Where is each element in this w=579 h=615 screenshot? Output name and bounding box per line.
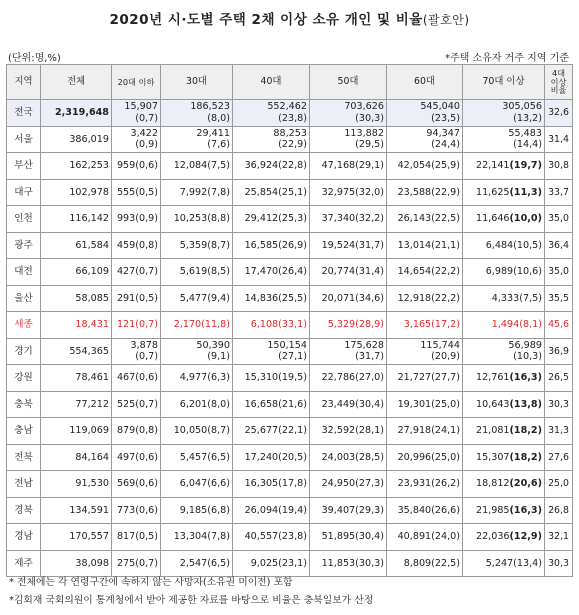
cell-a30: 5,359(8,7) bbox=[161, 232, 233, 259]
cell-region: 세종 bbox=[7, 312, 41, 339]
cell-a40: 26,094(19,4) bbox=[233, 497, 310, 524]
cell-a30-count: 50,390 bbox=[196, 339, 230, 351]
cell-a50 bbox=[310, 338, 387, 365]
cell-a50: 5,329(28,9) bbox=[310, 312, 387, 339]
table-row bbox=[7, 338, 573, 365]
cell-total: 61,584 bbox=[41, 232, 112, 259]
cell-a50-share: (30,3) bbox=[355, 112, 384, 124]
title-paren: (괄호안) bbox=[422, 13, 470, 27]
cell-a60: 20,996(25,0) bbox=[387, 444, 463, 471]
cell-a70: 6,484(10,5) bbox=[463, 232, 545, 259]
table-row bbox=[7, 497, 573, 524]
cell-a70-share: (10,0) bbox=[509, 213, 542, 224]
cell-region: 대전 bbox=[7, 259, 41, 286]
basis-note: *주택 소유자 거주 지역 기준 bbox=[445, 53, 569, 64]
cell-a20: 275(0,7) bbox=[112, 550, 161, 577]
cell-total: 119,069 bbox=[41, 418, 112, 445]
table-row bbox=[7, 126, 573, 153]
cell-region: 울산 bbox=[7, 285, 41, 312]
cell-a70: 6,989(10,6) bbox=[463, 259, 545, 286]
cell-a40-share: (22,9) bbox=[278, 139, 307, 151]
cell-a50: 11,853(30,3) bbox=[310, 550, 387, 577]
cell-a70: 5,247(13,4) bbox=[463, 550, 545, 577]
cell-ratio: 30,8 bbox=[545, 153, 573, 180]
cell-total: 38,098 bbox=[41, 550, 112, 577]
cell-region: 제주 bbox=[7, 550, 41, 577]
cell-a40: 40,557(23,8) bbox=[233, 524, 310, 551]
cell-a30-share: (7,6) bbox=[207, 139, 230, 151]
cell-ratio: 26,5 bbox=[545, 365, 573, 392]
cell-a30: 7,992(7,8) bbox=[161, 179, 233, 206]
cell-total: 18,431 bbox=[41, 312, 112, 339]
cell-a20-share: (0,7) bbox=[135, 112, 158, 124]
cell-total: 78,461 bbox=[41, 365, 112, 392]
table-row bbox=[7, 179, 573, 206]
cell-a60 bbox=[387, 126, 463, 153]
cell-a30: 2,170(11,8) bbox=[161, 312, 233, 339]
cell-a60-share: (23,5) bbox=[431, 112, 460, 124]
cell-a70 bbox=[463, 126, 545, 153]
cell-a60-share: (24,4) bbox=[431, 139, 460, 151]
cell-a20-count: 3,422 bbox=[130, 127, 158, 139]
cell-a70-share: (18,2) bbox=[509, 451, 542, 463]
cell-a60 bbox=[387, 100, 463, 127]
cell-a60: 27,918(24,1) bbox=[387, 418, 463, 445]
cell-region: 경기 bbox=[7, 338, 41, 365]
header-age60: 60대 bbox=[387, 65, 463, 100]
cell-a30: 12,084(7,5) bbox=[161, 153, 233, 180]
cell-a60: 14,654(22,2) bbox=[387, 259, 463, 286]
cell-a30-share: (8,0) bbox=[207, 112, 230, 124]
cell-a40-count: 150,154 bbox=[267, 339, 307, 351]
cell-region: 전북 bbox=[7, 444, 41, 471]
cell-a60 bbox=[387, 338, 463, 365]
cell-a60: 21,727(27,7) bbox=[387, 365, 463, 392]
footnote-1: * 전체에는 각 연령구간에 속하지 않는 사망자(소유권 미이전) 포함 bbox=[9, 577, 293, 588]
cell-a40 bbox=[233, 338, 310, 365]
cell-a40-count: 552,462 bbox=[267, 101, 307, 113]
cell-a70 bbox=[463, 391, 545, 418]
cell-a50: 32,592(28,1) bbox=[310, 418, 387, 445]
cell-total: 84,164 bbox=[41, 444, 112, 471]
table-row bbox=[7, 391, 573, 418]
cell-a20-count: 15,907 bbox=[124, 101, 158, 113]
table-row bbox=[7, 153, 573, 180]
cell-region: 충남 bbox=[7, 418, 41, 445]
cell-a30: 2,547(6,5) bbox=[161, 550, 233, 577]
cell-ratio: 45,6 bbox=[545, 312, 573, 339]
cell-a20: 121(0,7) bbox=[112, 312, 161, 339]
cell-ratio: 32,6 bbox=[545, 100, 573, 127]
cell-ratio: 35,0 bbox=[545, 259, 573, 286]
cell-region: 인천 bbox=[7, 206, 41, 233]
cell-total: 170,557 bbox=[41, 524, 112, 551]
cell-a20: 879(0,8) bbox=[112, 418, 161, 445]
header-ratio bbox=[545, 65, 573, 100]
cell-a20-share: (0,7) bbox=[135, 351, 158, 363]
cell-a50: 32,975(32,0) bbox=[310, 179, 387, 206]
cell-a70-count: 305,056 bbox=[502, 101, 542, 113]
table-row bbox=[7, 550, 573, 577]
cell-a70 bbox=[463, 365, 545, 392]
cell-total: 162,253 bbox=[41, 153, 112, 180]
cell-a30: 6,201(8,0) bbox=[161, 391, 233, 418]
cell-a20: 817(0,5) bbox=[112, 524, 161, 551]
cell-a50: 37,340(32,2) bbox=[310, 206, 387, 233]
cell-region: 전국 bbox=[7, 100, 41, 127]
cell-a50: 23,449(30,4) bbox=[310, 391, 387, 418]
homeowner-table bbox=[6, 64, 573, 577]
cell-a20 bbox=[112, 126, 161, 153]
cell-a60-count: 545,040 bbox=[420, 101, 460, 113]
cell-a40: 14,836(25,5) bbox=[233, 285, 310, 312]
cell-a60: 19,301(25,0) bbox=[387, 391, 463, 418]
cell-a20-share: (0,9) bbox=[135, 139, 158, 151]
cell-a70-count: 22,141 bbox=[475, 160, 510, 171]
cell-a70-share: (13,8) bbox=[509, 398, 542, 410]
cell-a50-share: (31,7) bbox=[355, 351, 384, 363]
cell-a20 bbox=[112, 338, 161, 365]
cell-a60: 26,143(22,5) bbox=[387, 206, 463, 233]
cell-a60: 35,840(26,6) bbox=[387, 497, 463, 524]
cell-a70-share: (16,3) bbox=[509, 504, 542, 516]
cell-a70: 4,333(7,5) bbox=[463, 285, 545, 312]
cell-a50-count: 113,882 bbox=[344, 127, 384, 139]
cell-a30 bbox=[161, 100, 233, 127]
cell-a30-count: 29,411 bbox=[196, 127, 230, 139]
cell-a70-share: (11,3) bbox=[509, 186, 542, 198]
cell-a50: 24,950(27,3) bbox=[310, 471, 387, 498]
cell-a70-share: (12,9) bbox=[509, 531, 542, 542]
cell-a50-count: 703,626 bbox=[344, 101, 384, 113]
cell-a70-share: (10,3) bbox=[513, 351, 542, 363]
table-row bbox=[7, 365, 573, 392]
cell-a40: 16,305(17,8) bbox=[233, 471, 310, 498]
cell-a40-count: 88,253 bbox=[273, 127, 307, 139]
cell-a20: 569(0,6) bbox=[112, 471, 161, 498]
cell-region: 대구 bbox=[7, 179, 41, 206]
cell-ratio: 30,3 bbox=[545, 391, 573, 418]
cell-a50: 20,071(34,6) bbox=[310, 285, 387, 312]
cell-ratio: 31,3 bbox=[545, 418, 573, 445]
cell-ratio: 32,1 bbox=[545, 524, 573, 551]
cell-ratio: 25,0 bbox=[545, 471, 573, 498]
cell-a70-share: (13,2) bbox=[513, 112, 542, 124]
cell-total: 58,085 bbox=[41, 285, 112, 312]
cell-a30: 10,050(8,7) bbox=[161, 418, 233, 445]
cell-a40: 16,585(26,9) bbox=[233, 232, 310, 259]
cell-region: 경북 bbox=[7, 497, 41, 524]
cell-a40-share: (23,8) bbox=[278, 112, 307, 124]
cell-ratio: 26,8 bbox=[545, 497, 573, 524]
table-row bbox=[7, 524, 573, 551]
cell-a50: 20,774(31,4) bbox=[310, 259, 387, 286]
cell-a70-share: (16,3) bbox=[509, 372, 542, 383]
cell-a70-count: 11,625 bbox=[475, 186, 510, 198]
title-main: 2020년 시·도별 주택 2채 이상 소유 개인 및 비율 bbox=[109, 12, 423, 28]
cell-total: 2,319,648 bbox=[41, 100, 112, 127]
cell-a40-share: (27,1) bbox=[278, 351, 307, 363]
header-ratio-line2: 이상 bbox=[550, 76, 567, 87]
cell-ratio: 35,0 bbox=[545, 206, 573, 233]
cell-a70 bbox=[463, 524, 545, 551]
cell-a50-count: 175,628 bbox=[344, 339, 384, 351]
cell-a70-share: (20,6) bbox=[509, 478, 542, 489]
cell-a20: 467(0,6) bbox=[112, 365, 161, 392]
cell-a30 bbox=[161, 126, 233, 153]
cell-a30 bbox=[161, 338, 233, 365]
cell-a70 bbox=[463, 444, 545, 471]
cell-a70 bbox=[463, 471, 545, 498]
cell-a30: 13,304(7,8) bbox=[161, 524, 233, 551]
cell-a40: 36,924(22,8) bbox=[233, 153, 310, 180]
cell-a30: 9,185(6,8) bbox=[161, 497, 233, 524]
cell-a60: 40,891(24,0) bbox=[387, 524, 463, 551]
table-row bbox=[7, 232, 573, 259]
cell-a30: 5,477(9,4) bbox=[161, 285, 233, 312]
cell-a60-share: (20,9) bbox=[431, 351, 460, 363]
table-row bbox=[7, 100, 573, 127]
header-age20: 20대 이하 bbox=[112, 65, 161, 100]
cell-a60: 23,588(22,9) bbox=[387, 179, 463, 206]
cell-a20: 459(0,8) bbox=[112, 232, 161, 259]
table-row bbox=[7, 444, 573, 471]
cell-a50: 22,786(27,0) bbox=[310, 365, 387, 392]
cell-a60: 23,931(26,2) bbox=[387, 471, 463, 498]
cell-a60-count: 94,347 bbox=[426, 127, 460, 139]
header-ratio-line1: 4대 bbox=[551, 68, 566, 79]
unit-label: (단위:명,%) bbox=[8, 53, 61, 64]
cell-a20: 555(0,5) bbox=[112, 179, 161, 206]
cell-a70-count: 55,483 bbox=[508, 127, 542, 139]
cell-a20: 525(0,7) bbox=[112, 391, 161, 418]
cell-a30: 6,047(6,6) bbox=[161, 471, 233, 498]
cell-a70 bbox=[463, 497, 545, 524]
cell-total: 66,109 bbox=[41, 259, 112, 286]
cell-a40: 6,108(33,1) bbox=[233, 312, 310, 339]
cell-a20: 959(0,6) bbox=[112, 153, 161, 180]
header-age40: 40대 bbox=[233, 65, 310, 100]
cell-a70-share: (14,4) bbox=[513, 139, 542, 151]
footnote-2: *김회재 국회의원이 통계청에서 받아 제공한 자료를 바탕으로 비율은 충북일보가 산정 bbox=[9, 595, 374, 606]
cell-a40: 25,854(25,1) bbox=[233, 179, 310, 206]
table-row bbox=[7, 418, 573, 445]
cell-a50: 24,003(28,5) bbox=[310, 444, 387, 471]
cell-total: 77,212 bbox=[41, 391, 112, 418]
header-age30: 30대 bbox=[161, 65, 233, 100]
cell-a70-count: 18,812 bbox=[475, 478, 510, 489]
cell-a70-count: 22,036 bbox=[475, 531, 510, 542]
cell-a70 bbox=[463, 179, 545, 206]
cell-a20: 773(0,6) bbox=[112, 497, 161, 524]
cell-a30: 10,253(8,8) bbox=[161, 206, 233, 233]
cell-a60: 13,014(21,1) bbox=[387, 232, 463, 259]
cell-total: 554,365 bbox=[41, 338, 112, 365]
cell-a70: 1,494(8,1) bbox=[463, 312, 545, 339]
cell-region: 부산 bbox=[7, 153, 41, 180]
cell-a40: 29,412(25,3) bbox=[233, 206, 310, 233]
cell-a40: 15,310(19,5) bbox=[233, 365, 310, 392]
cell-a50 bbox=[310, 100, 387, 127]
table-row bbox=[7, 285, 573, 312]
cell-ratio: 36,9 bbox=[545, 338, 573, 365]
cell-a20-count: 3,878 bbox=[130, 339, 158, 351]
header-age50: 50대 bbox=[310, 65, 387, 100]
cell-a70-count: 21,081 bbox=[475, 425, 510, 436]
header-region: 지역 bbox=[7, 65, 41, 100]
cell-a60: 3,165(17,2) bbox=[387, 312, 463, 339]
cell-ratio: 31,4 bbox=[545, 126, 573, 153]
cell-a20: 291(0,5) bbox=[112, 285, 161, 312]
cell-a40: 25,677(22,1) bbox=[233, 418, 310, 445]
header-row bbox=[7, 65, 573, 100]
cell-a30-share: (9,1) bbox=[207, 351, 230, 363]
header-total: 전체 bbox=[41, 65, 112, 100]
cell-ratio: 30,3 bbox=[545, 550, 573, 577]
cell-a70 bbox=[463, 418, 545, 445]
cell-a70 bbox=[463, 100, 545, 127]
cell-a70 bbox=[463, 206, 545, 233]
cell-ratio: 27,6 bbox=[545, 444, 573, 471]
cell-a30: 4,977(6,3) bbox=[161, 365, 233, 392]
cell-a60: 42,054(25,9) bbox=[387, 153, 463, 180]
cell-a40: 16,658(21,6) bbox=[233, 391, 310, 418]
cell-a20 bbox=[112, 100, 161, 127]
table-row bbox=[7, 206, 573, 233]
cell-a20: 993(0,9) bbox=[112, 206, 161, 233]
cell-total: 134,591 bbox=[41, 497, 112, 524]
cell-total: 91,530 bbox=[41, 471, 112, 498]
cell-a60-count: 115,744 bbox=[420, 339, 460, 351]
cell-a20: 497(0,6) bbox=[112, 444, 161, 471]
table-row bbox=[7, 259, 573, 286]
header-ratio-line3: 비율 bbox=[550, 85, 567, 96]
cell-a40 bbox=[233, 126, 310, 153]
table-row bbox=[7, 471, 573, 498]
cell-a70-count: 56,989 bbox=[508, 339, 542, 351]
cell-a70-share: (19,7) bbox=[509, 160, 542, 171]
cell-a50: 47,168(29,1) bbox=[310, 153, 387, 180]
cell-a70-count: 12,761 bbox=[475, 372, 510, 383]
page-title bbox=[0, 8, 579, 28]
cell-ratio: 33,7 bbox=[545, 179, 573, 206]
cell-a70 bbox=[463, 338, 545, 365]
cell-a20: 427(0,7) bbox=[112, 259, 161, 286]
cell-a70-count: 11,646 bbox=[475, 213, 510, 224]
cell-ratio: 35,5 bbox=[545, 285, 573, 312]
cell-a40: 9,025(23,1) bbox=[233, 550, 310, 577]
cell-a70-share: (18,2) bbox=[509, 425, 542, 436]
cell-a50: 51,895(30,4) bbox=[310, 524, 387, 551]
header-age70: 70대 이상 bbox=[463, 65, 545, 100]
cell-total: 386,019 bbox=[41, 126, 112, 153]
cell-a70-count: 10,643 bbox=[475, 398, 510, 410]
cell-a50 bbox=[310, 126, 387, 153]
cell-a30: 5,619(8,5) bbox=[161, 259, 233, 286]
cell-a50: 19,524(31,7) bbox=[310, 232, 387, 259]
cell-a40: 17,470(26,4) bbox=[233, 259, 310, 286]
cell-total: 102,978 bbox=[41, 179, 112, 206]
cell-region: 광주 bbox=[7, 232, 41, 259]
cell-ratio: 36,4 bbox=[545, 232, 573, 259]
cell-region: 서울 bbox=[7, 126, 41, 153]
cell-a70-count: 15,307 bbox=[475, 451, 510, 463]
cell-a70-count: 21,985 bbox=[475, 504, 510, 516]
cell-a60: 8,809(22,5) bbox=[387, 550, 463, 577]
cell-region: 강원 bbox=[7, 365, 41, 392]
cell-a70 bbox=[463, 153, 545, 180]
cell-a40: 17,240(20,5) bbox=[233, 444, 310, 471]
cell-total: 116,142 bbox=[41, 206, 112, 233]
cell-region: 전남 bbox=[7, 471, 41, 498]
cell-a30-count: 186,523 bbox=[190, 101, 230, 113]
cell-a50-share: (29,5) bbox=[355, 139, 384, 151]
cell-a50: 39,407(29,3) bbox=[310, 497, 387, 524]
table-row bbox=[7, 312, 573, 339]
cell-a60: 12,918(22,2) bbox=[387, 285, 463, 312]
cell-region: 충북 bbox=[7, 391, 41, 418]
cell-a30: 5,457(6,5) bbox=[161, 444, 233, 471]
cell-region: 경남 bbox=[7, 524, 41, 551]
cell-a40 bbox=[233, 100, 310, 127]
